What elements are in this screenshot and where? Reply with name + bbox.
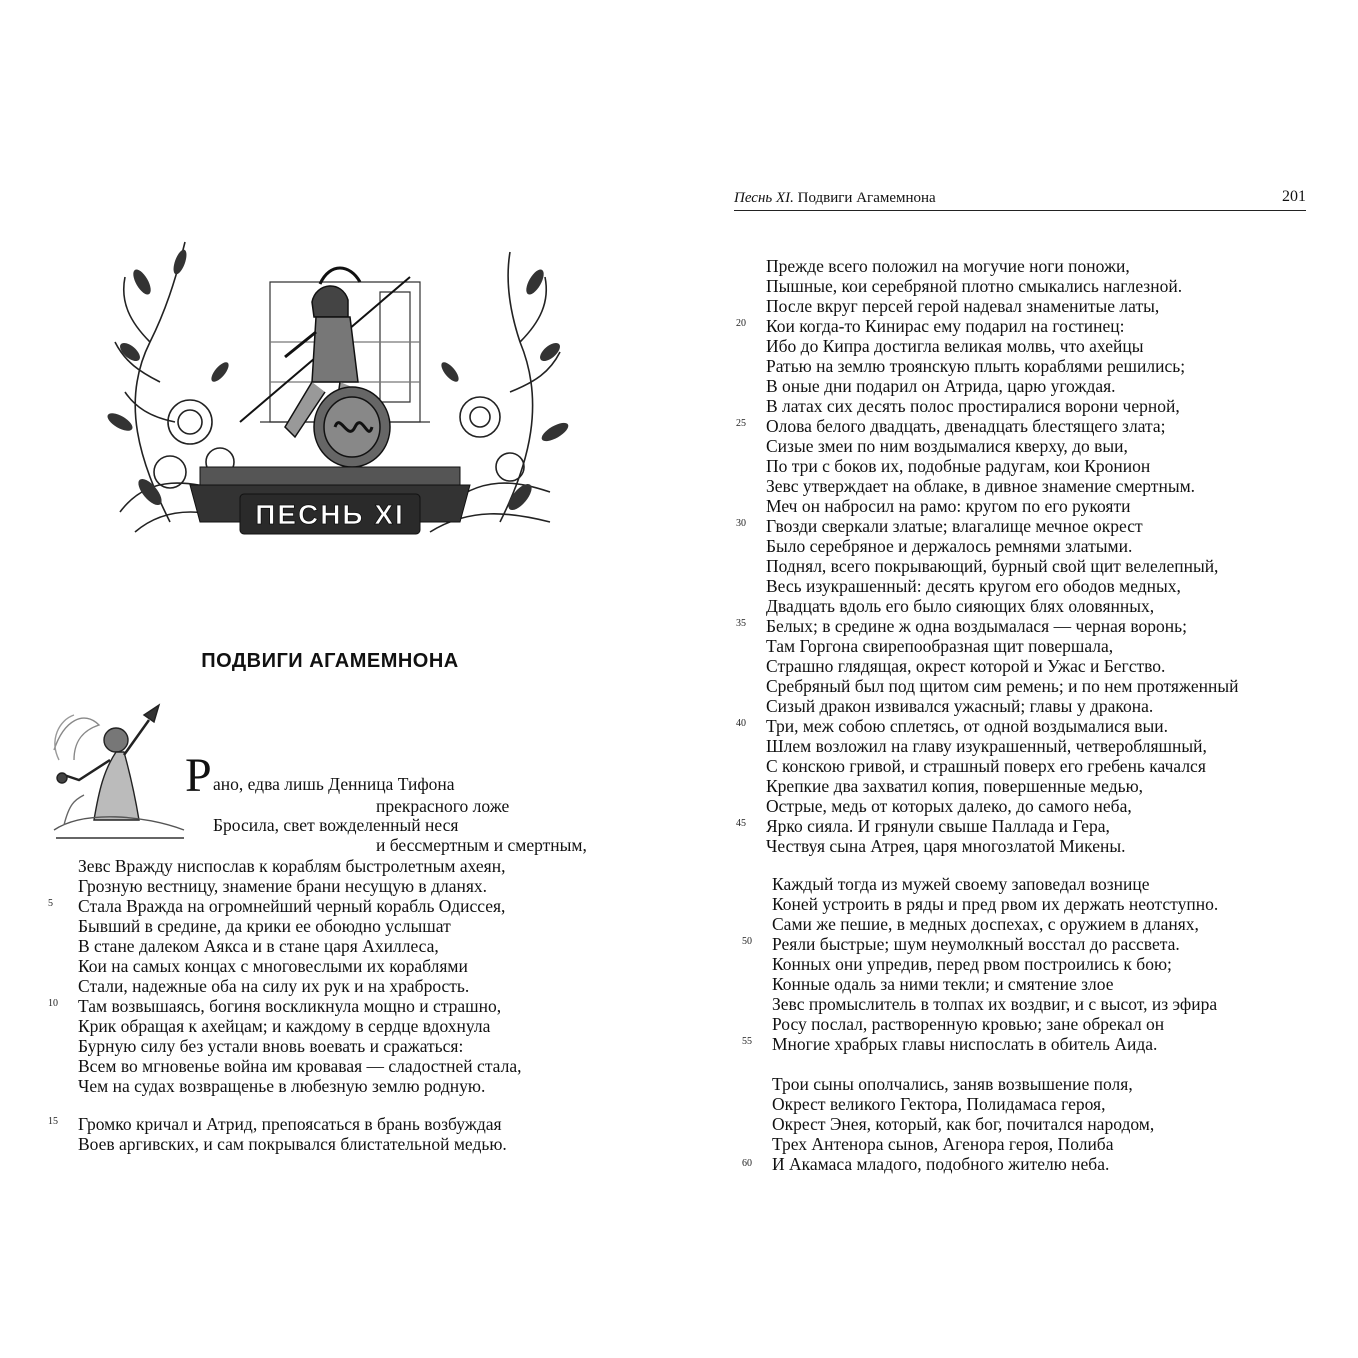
verse-line: Трех Антенора сынов, Агенора героя, Полиба [772, 1134, 1114, 1154]
verse-line: Белых; в средине ж одна воздымалася — черная воронь; [766, 616, 1187, 636]
verse-line: Кои на самых концах с многовеслыми их кораблями [78, 956, 468, 976]
line-number: 35 [736, 618, 746, 629]
verse-line: Коней устроить в ряды и пред рвом их держать неотступно. [772, 894, 1219, 914]
verse-line: Поднял, всего покрывающий, бурный свой щит велелепный, [766, 556, 1219, 576]
verse-line: Конных они упредив, перед рвом построились к бою; [772, 954, 1172, 974]
chapter-vignette-engraving [80, 222, 580, 552]
verse-line: Сизый дракон извивался ужасный; главы у дракона. [766, 696, 1154, 716]
verse-line: Зевс Вражду ниспослав к кораблям быстролетным ахеян, [78, 856, 506, 876]
verse-line: ано, едва лишь Денница Тифона [213, 774, 455, 794]
vignette-label: ПЕСНЬ XI [255, 499, 405, 530]
verse-line: Трои сыны ополчались, заняв возвышение поля, [772, 1074, 1133, 1094]
verse-line: Три, меж собою сплетясь, от одной воздымалися выи. [766, 716, 1169, 736]
verse-line: Крепкие два захватил копия, повершенные медью, [766, 776, 1144, 796]
running-head-italic: Песнь XI. [734, 190, 794, 206]
verse-line: Бурную силу без устали вновь воевать и сражаться: [78, 1036, 464, 1056]
verse-line: В стане далеком Аякса и в стане царя Ахиллеса, [78, 936, 439, 956]
running-head-chapter: Подвиги Агамемнона [797, 190, 936, 206]
line-number: 50 [742, 936, 752, 947]
verse-line: Крик обращая к ахейцам; и каждому в сердце вдохнула [78, 1016, 491, 1036]
verse-line: После вкруг персей герой надевал знаменитые латы, [766, 296, 1160, 316]
line-number: 20 [736, 318, 746, 329]
chapter-title: ПОДВИГИ АГАМЕМНОНА [201, 650, 459, 672]
verse-line: Бросила, свет вожделенный неся [213, 815, 459, 835]
verse-line: Грозную вестницу, знамение брани несущую в дланях. [78, 876, 488, 896]
verse-line: Воев аргивских, и сам покрывался блистательной медью. [78, 1134, 507, 1154]
verse-line: Бывший в средине, да крики ее обоюдно услышат [78, 916, 451, 936]
verse-line: Конные одаль за ними текли; и смятение злое [772, 974, 1114, 994]
verse-line: Чем на судах возвращенье в любезную землю родную. [78, 1076, 486, 1096]
line-number: 30 [736, 518, 746, 529]
line-number: 5 [48, 898, 53, 909]
line-number: 15 [48, 1116, 58, 1127]
verse-line: Ярко сияла. И грянули свыше Паллада и Гера, [766, 816, 1110, 836]
drop-cap-letter: Р [185, 749, 212, 802]
verse-line: прекрасного ложе [376, 796, 510, 816]
verse-line: Там возвышаясь, богиня воскликнула мощно и страшно, [78, 996, 502, 1016]
verse-line: Ратью на землю троянскую плыть кораблями решились; [766, 356, 1186, 376]
verse-line: Пышные, кои серебряной плотно смыкались наглезной. [766, 276, 1183, 296]
verse-line: Было серебряное и держалось ремнями златыми. [766, 536, 1133, 556]
verse-line: Окрест Энея, который, как бог, почитался народом, [772, 1114, 1155, 1134]
verse-line: Стала Вражда на огромнейший черный корабль Одиссея, [78, 896, 506, 916]
verse-line: Там Горгона свирепообразная щит повершала, [766, 636, 1114, 656]
verse-line: Гвозди сверкали златые; влагалище мечное окрест [766, 516, 1143, 536]
running-head-title [734, 190, 936, 207]
verse-line: Громко кричал и Атрид, препоясаться в брань возбуждая [78, 1114, 502, 1134]
verse-line: По три с боков их, подобные радугам, кои Кронион [766, 456, 1151, 476]
verse-line: И Акамаса младого, подобного жителю неба. [772, 1154, 1110, 1174]
verse-line: Всем во мгновенье война им кровавая — сладостней стала, [78, 1056, 522, 1076]
verse-line: Зевс утверждает на облаке, в дивное знамение смертным. [766, 476, 1196, 496]
verse-line: Ибо до Кипра достигла великая молвь, что ахейцы [766, 336, 1144, 356]
verse-line: Меч он набросил на рамо: кругом по его рукояти [766, 496, 1131, 516]
line-number: 55 [742, 1036, 752, 1047]
verse-line: Страшно глядящая, окрест которой и Ужас и Бегство. [766, 656, 1166, 676]
verse-line: Зевс промыслитель в толпах их воздвиг, и с высот, из эфира [772, 994, 1218, 1014]
line-number: 60 [742, 1158, 752, 1169]
verse-line: Каждый тогда из мужей своему заповедал вознице [772, 874, 1150, 894]
verse-line: В латах сих десять полос простиралися ворони черной, [766, 396, 1180, 416]
verse-line: Весь изукрашенный: десять кругом его ободов медных, [766, 576, 1181, 596]
verse-line: С конскою гривой, и страшный поверх его гребень качался [766, 756, 1206, 776]
line-number: 45 [736, 818, 746, 829]
verse-line: В оные дни подарил он Атрида, царю угождая. [766, 376, 1116, 396]
line-number: 25 [736, 418, 746, 429]
page-number: 201 [1282, 188, 1306, 205]
verse-line: Многие храбрых главы ниспослать в обитель Аида. [772, 1034, 1158, 1054]
verse-line: Сизые змеи по ним воздымалися кверху, до выи, [766, 436, 1128, 456]
line-number: 40 [736, 718, 746, 729]
verse-line: Стали, надежные оба на силу их рук и на храбрость. [78, 976, 470, 996]
line-number: 10 [48, 998, 58, 1009]
verse-line: Росу послал, растворенную кровью; зане обрекал он [772, 1014, 1165, 1034]
verse-line: Прежде всего положил на могучие ноги поножи, [766, 256, 1130, 276]
verse-line: Окрест великого Гектора, Полидамаса героя, [772, 1094, 1106, 1114]
verse-line: Олова белого двадцать, двенадцать блестящего злата; [766, 416, 1166, 436]
verse-line: Сами же пешие, в медных доспехах, с оружием в дланях, [772, 914, 1199, 934]
verse-line: Острые, медь от которых далеко, до самого неба, [766, 796, 1132, 816]
verse-line: Шлем возложил на главу изукрашенный, четверобляшный, [766, 736, 1207, 756]
verse-line: Кои когда-то Кинирас ему подарил на гостинец: [766, 316, 1125, 336]
running-head [734, 188, 1306, 211]
verse-line: и бессмертным и смертным, [376, 835, 587, 855]
dropcap-figure-engraving [44, 700, 194, 845]
verse-line: Двадцать вдоль его было сияющих блях оловянных, [766, 596, 1155, 616]
verse-line: Реяли быстрые; шум неумолкный восстал до рассвета. [772, 934, 1180, 954]
verse-line: Чествуя сына Атрея, царя многозлатой Микены. [766, 836, 1126, 856]
verse-line: Сребряный был под щитом сим ремень; и по нем протяженный [766, 676, 1239, 696]
